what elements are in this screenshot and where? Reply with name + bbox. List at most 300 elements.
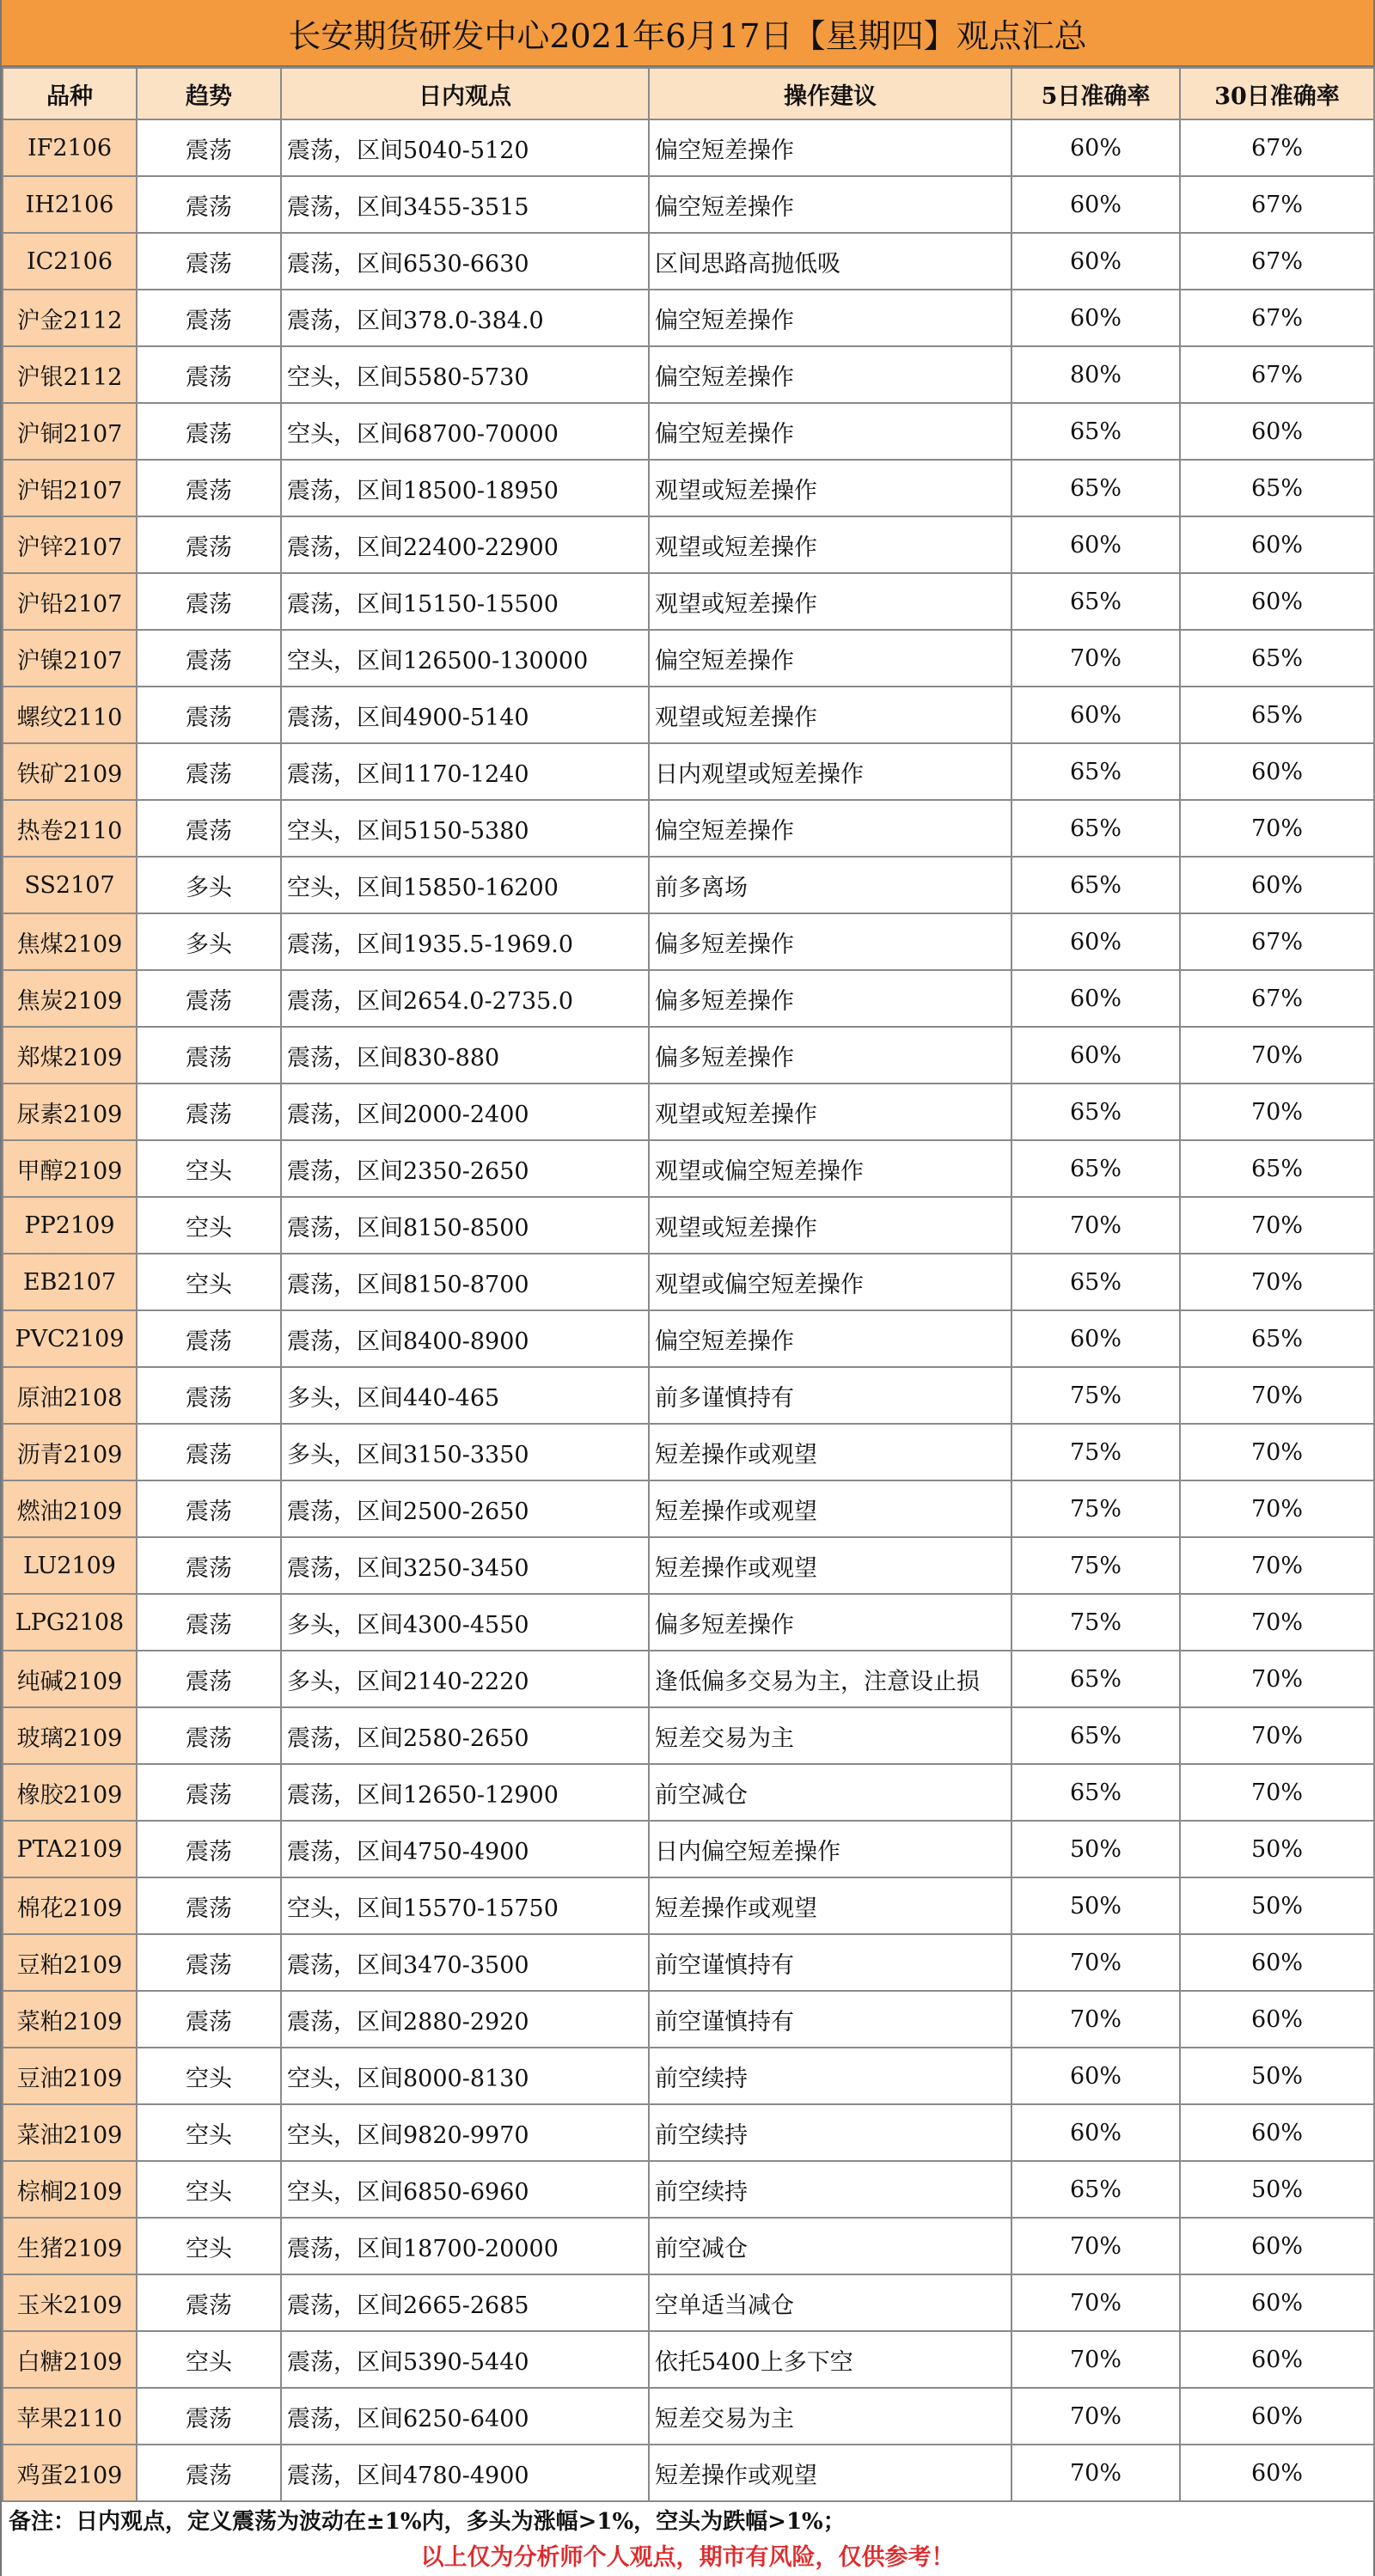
variety-cell: 白糖2109	[3, 2331, 137, 2388]
intraday-view-cell: 震荡，区间2500-2650	[281, 1480, 649, 1537]
trend-cell: 空头	[137, 1197, 281, 1254]
intraday-view-cell: 震荡，区间2880-2920	[281, 1991, 649, 2048]
table-row	[3, 2445, 1374, 2501]
table-row	[3, 1707, 1374, 1764]
variety-cell: IH2106	[3, 176, 137, 233]
variety-cell: 鸡蛋2109	[3, 2445, 137, 2501]
accuracy-30day-cell: 50%	[1180, 1821, 1374, 1877]
variety-cell: 焦煤2109	[3, 913, 137, 970]
trend-cell: 震荡	[137, 403, 281, 460]
trend-cell: 震荡	[137, 573, 281, 630]
table-row	[3, 1254, 1374, 1310]
advice-cell: 依托5400上多下空	[649, 2331, 1011, 2388]
accuracy-30day-cell: 60%	[1180, 1934, 1374, 1991]
trend-cell: 空头	[137, 1254, 281, 1310]
accuracy-5day-cell: 65%	[1011, 857, 1180, 913]
trend-cell: 多头	[137, 913, 281, 970]
variety-cell: 铁矿2109	[3, 743, 137, 800]
accuracy-30day-cell: 70%	[1180, 1707, 1374, 1764]
variety-cell: 沪铜2107	[3, 403, 137, 460]
table-row	[3, 630, 1374, 687]
accuracy-5day-cell: 70%	[1011, 1934, 1180, 1991]
advice-cell: 观望或短差操作	[649, 1084, 1011, 1140]
advice-cell: 前空减仓	[649, 2218, 1011, 2274]
intraday-view-cell: 震荡，区间2580-2650	[281, 1707, 649, 1764]
header-advice: 操作建议	[649, 68, 1011, 119]
accuracy-30day-cell: 67%	[1180, 290, 1374, 346]
table-row	[3, 233, 1374, 290]
trend-cell: 震荡	[137, 176, 281, 233]
trend-cell: 空头	[137, 2104, 281, 2161]
accuracy-30day-cell: 60%	[1180, 2445, 1374, 2501]
table-row	[3, 403, 1374, 460]
advice-cell: 前空谨慎持有	[649, 1991, 1011, 2048]
accuracy-5day-cell: 70%	[1011, 1991, 1180, 2048]
accuracy-30day-cell: 65%	[1180, 687, 1374, 743]
trend-cell: 震荡	[137, 516, 281, 573]
advice-cell: 日内偏空短差操作	[649, 1821, 1011, 1877]
accuracy-30day-cell: 70%	[1180, 1254, 1374, 1310]
intraday-view-cell: 空头，区间15570-15750	[281, 1877, 649, 1934]
accuracy-5day-cell: 70%	[1011, 1197, 1180, 1254]
accuracy-5day-cell: 75%	[1011, 1480, 1180, 1537]
advice-cell: 偏空短差操作	[649, 346, 1011, 403]
accuracy-5day-cell: 60%	[1011, 1027, 1180, 1084]
page-title: 长安期货研发中心2021年6月17日【星期四】观点汇总	[2, 0, 1373, 67]
accuracy-30day-cell: 60%	[1180, 573, 1374, 630]
intraday-view-cell: 震荡，区间8150-8500	[281, 1197, 649, 1254]
table-row	[3, 1821, 1374, 1877]
accuracy-30day-cell: 70%	[1180, 1197, 1374, 1254]
trend-cell: 震荡	[137, 1651, 281, 1707]
intraday-view-cell: 震荡，区间2350-2650	[281, 1140, 649, 1197]
variety-cell: LPG2108	[3, 1594, 137, 1651]
variety-cell: 沪金2112	[3, 290, 137, 346]
table-row	[3, 2331, 1374, 2388]
intraday-view-cell: 空头，区间5150-5380	[281, 800, 649, 857]
variety-cell: 棉花2109	[3, 1877, 137, 1934]
trend-cell: 震荡	[137, 630, 281, 687]
views-table	[2, 67, 1375, 2502]
variety-cell: 热卷2110	[3, 800, 137, 857]
trend-cell: 震荡	[137, 346, 281, 403]
advice-cell: 前多离场	[649, 857, 1011, 913]
accuracy-5day-cell: 70%	[1011, 2445, 1180, 2501]
intraday-view-cell: 多头，区间4300-4550	[281, 1594, 649, 1651]
accuracy-30day-cell: 65%	[1180, 630, 1374, 687]
accuracy-30day-cell: 67%	[1180, 346, 1374, 403]
trend-cell: 震荡	[137, 1084, 281, 1140]
intraday-view-cell: 空头，区间6850-6960	[281, 2161, 649, 2218]
advice-cell: 偏多短差操作	[649, 970, 1011, 1027]
variety-cell: 玻璃2109	[3, 1707, 137, 1764]
variety-cell: 沪锌2107	[3, 516, 137, 573]
variety-cell: 菜粕2109	[3, 1991, 137, 2048]
trend-cell: 多头	[137, 857, 281, 913]
trend-cell: 空头	[137, 1140, 281, 1197]
accuracy-5day-cell: 70%	[1011, 2331, 1180, 2388]
intraday-view-cell: 震荡，区间6530-6630	[281, 233, 649, 290]
variety-cell: 焦炭2109	[3, 970, 137, 1027]
accuracy-5day-cell: 70%	[1011, 2388, 1180, 2445]
accuracy-30day-cell: 70%	[1180, 1480, 1374, 1537]
trend-cell: 震荡	[137, 1424, 281, 1480]
variety-cell: 玉米2109	[3, 2274, 137, 2331]
table-row	[3, 1140, 1374, 1197]
accuracy-5day-cell: 75%	[1011, 1424, 1180, 1480]
table-row	[3, 460, 1374, 516]
advice-cell: 前空续持	[649, 2161, 1011, 2218]
accuracy-30day-cell: 70%	[1180, 1027, 1374, 1084]
variety-cell: 棕榈2109	[3, 2161, 137, 2218]
intraday-view-cell: 空头，区间5580-5730	[281, 346, 649, 403]
variety-cell: 沪铝2107	[3, 460, 137, 516]
trend-cell: 震荡	[137, 1537, 281, 1594]
trend-cell: 震荡	[137, 119, 281, 176]
advice-cell: 观望或短差操作	[649, 460, 1011, 516]
advice-cell: 观望或偏空短差操作	[649, 1254, 1011, 1310]
advice-cell: 观望或短差操作	[649, 516, 1011, 573]
table-row	[3, 1424, 1374, 1480]
variety-cell: 橡胶2109	[3, 1764, 137, 1821]
intraday-view-cell: 震荡，区间1935.5-1969.0	[281, 913, 649, 970]
intraday-view-cell: 震荡，区间6250-6400	[281, 2388, 649, 2445]
accuracy-5day-cell: 60%	[1011, 119, 1180, 176]
accuracy-5day-cell: 60%	[1011, 913, 1180, 970]
accuracy-30day-cell: 60%	[1180, 1991, 1374, 2048]
variety-cell: 原油2108	[3, 1367, 137, 1424]
variety-cell: 沪银2112	[3, 346, 137, 403]
table-row	[3, 970, 1374, 1027]
trend-cell: 空头	[137, 2331, 281, 2388]
table-row	[3, 1991, 1374, 2048]
intraday-view-cell: 震荡，区间2000-2400	[281, 1084, 649, 1140]
advice-cell: 短差交易为主	[649, 2388, 1011, 2445]
advice-cell: 短差操作或观望	[649, 1480, 1011, 1537]
variety-cell: PVC2109	[3, 1310, 137, 1367]
accuracy-5day-cell: 65%	[1011, 1084, 1180, 1140]
trend-cell: 震荡	[137, 1821, 281, 1877]
advice-cell: 前空减仓	[649, 1764, 1011, 1821]
advice-cell: 逢低偏多交易为主，注意设止损	[649, 1651, 1011, 1707]
intraday-view-cell: 震荡，区间830-880	[281, 1027, 649, 1084]
table-row	[3, 743, 1374, 800]
intraday-view-cell: 空头，区间15850-16200	[281, 857, 649, 913]
intraday-view-cell: 多头，区间3150-3350	[281, 1424, 649, 1480]
variety-cell: 燃油2109	[3, 1480, 137, 1537]
accuracy-5day-cell: 75%	[1011, 1594, 1180, 1651]
accuracy-30day-cell: 70%	[1180, 1594, 1374, 1651]
intraday-view-cell: 震荡，区间4750-4900	[281, 1821, 649, 1877]
variety-cell: IC2106	[3, 233, 137, 290]
intraday-view-cell: 多头，区间440-465	[281, 1367, 649, 1424]
variety-cell: 郑煤2109	[3, 1027, 137, 1084]
advice-cell: 观望或短差操作	[649, 573, 1011, 630]
accuracy-30day-cell: 60%	[1180, 516, 1374, 573]
table-row	[3, 2161, 1374, 2218]
trend-cell: 震荡	[137, 1877, 281, 1934]
intraday-view-cell: 震荡，区间15150-15500	[281, 573, 649, 630]
variety-cell: 沪铅2107	[3, 573, 137, 630]
footnote: 备注：日内观点，定义震荡为波动在±1%内，多头为涨幅>1%，空头为跌幅>1%；	[9, 2509, 846, 2535]
table-row	[3, 2388, 1374, 2445]
accuracy-30day-cell: 65%	[1180, 1140, 1374, 1197]
table-row	[3, 119, 1374, 176]
advice-cell: 短差交易为主	[649, 1707, 1011, 1764]
advice-cell: 偏多短差操作	[649, 1594, 1011, 1651]
trend-cell: 震荡	[137, 290, 281, 346]
advice-cell: 偏空短差操作	[649, 176, 1011, 233]
advice-cell: 偏空短差操作	[649, 800, 1011, 857]
intraday-view-cell: 震荡，区间4780-4900	[281, 2445, 649, 2501]
advice-cell: 短差操作或观望	[649, 1877, 1011, 1934]
header-trend: 趋势	[137, 68, 281, 119]
advice-cell: 前空谨慎持有	[649, 1934, 1011, 1991]
table-row	[3, 573, 1374, 630]
accuracy-5day-cell: 65%	[1011, 573, 1180, 630]
accuracy-5day-cell: 65%	[1011, 1651, 1180, 1707]
advice-cell: 偏多短差操作	[649, 913, 1011, 970]
variety-cell: 菜油2109	[3, 2104, 137, 2161]
trend-cell: 震荡	[137, 743, 281, 800]
variety-cell: 沥青2109	[3, 1424, 137, 1480]
accuracy-5day-cell: 60%	[1011, 970, 1180, 1027]
trend-cell: 震荡	[137, 233, 281, 290]
accuracy-5day-cell: 60%	[1011, 687, 1180, 743]
accuracy-5day-cell: 75%	[1011, 1367, 1180, 1424]
trend-cell: 震荡	[137, 1934, 281, 1991]
intraday-view-cell: 空头，区间9820-9970	[281, 2104, 649, 2161]
accuracy-30day-cell: 67%	[1180, 119, 1374, 176]
table-row	[3, 1197, 1374, 1254]
accuracy-5day-cell: 70%	[1011, 630, 1180, 687]
intraday-view-cell: 震荡，区间3455-3515	[281, 176, 649, 233]
accuracy-30day-cell: 70%	[1180, 1084, 1374, 1140]
accuracy-5day-cell: 60%	[1011, 290, 1180, 346]
accuracy-5day-cell: 75%	[1011, 1537, 1180, 1594]
accuracy-30day-cell: 60%	[1180, 2388, 1374, 2445]
intraday-view-cell: 震荡，区间5390-5440	[281, 2331, 649, 2388]
accuracy-5day-cell: 60%	[1011, 1310, 1180, 1367]
accuracy-30day-cell: 60%	[1180, 857, 1374, 913]
advice-cell: 偏空短差操作	[649, 403, 1011, 460]
intraday-view-cell: 震荡，区间18700-20000	[281, 2218, 649, 2274]
risk-disclaimer: 以上仅为分析师个人观点，期市有风险，仅供参考！	[420, 2544, 955, 2571]
table-row	[3, 800, 1374, 857]
accuracy-5day-cell: 65%	[1011, 1140, 1180, 1197]
accuracy-30day-cell: 60%	[1180, 2331, 1374, 2388]
variety-cell: EB2107	[3, 1254, 137, 1310]
accuracy-30day-cell: 70%	[1180, 1651, 1374, 1707]
intraday-view-cell: 空头，区间68700-70000	[281, 403, 649, 460]
accuracy-30day-cell: 70%	[1180, 1764, 1374, 1821]
variety-cell: 纯碱2109	[3, 1651, 137, 1707]
accuracy-5day-cell: 60%	[1011, 176, 1180, 233]
variety-cell: 沪镍2107	[3, 630, 137, 687]
intraday-view-cell: 震荡，区间3250-3450	[281, 1537, 649, 1594]
advice-cell: 观望或短差操作	[649, 1197, 1011, 1254]
accuracy-30day-cell: 70%	[1180, 800, 1374, 857]
accuracy-30day-cell: 60%	[1180, 2104, 1374, 2161]
accuracy-30day-cell: 70%	[1180, 1537, 1374, 1594]
trend-cell: 空头	[137, 2218, 281, 2274]
accuracy-5day-cell: 60%	[1011, 233, 1180, 290]
variety-cell: 尿素2109	[3, 1084, 137, 1140]
accuracy-5day-cell: 65%	[1011, 1254, 1180, 1310]
table-row	[3, 290, 1374, 346]
header-intraday-view: 日内观点	[281, 68, 649, 119]
table-header-row	[3, 68, 1374, 119]
table-row	[3, 1480, 1374, 1537]
advice-cell: 前多谨慎持有	[649, 1367, 1011, 1424]
accuracy-30day-cell: 50%	[1180, 1877, 1374, 1934]
trend-cell: 震荡	[137, 2388, 281, 2445]
accuracy-30day-cell: 67%	[1180, 233, 1374, 290]
accuracy-30day-cell: 65%	[1180, 460, 1374, 516]
intraday-view-cell: 震荡，区间2654.0-2735.0	[281, 970, 649, 1027]
table-row	[3, 1877, 1374, 1934]
table-row	[3, 2048, 1374, 2104]
table-row	[3, 2274, 1374, 2331]
variety-cell: 苹果2110	[3, 2388, 137, 2445]
trend-cell: 震荡	[137, 2445, 281, 2501]
advice-cell: 观望或短差操作	[649, 687, 1011, 743]
header-5day-accuracy: 5日准确率	[1011, 68, 1180, 119]
table-row	[3, 1084, 1374, 1140]
trend-cell: 震荡	[137, 1480, 281, 1537]
advice-cell: 偏空短差操作	[649, 1310, 1011, 1367]
intraday-view-cell: 多头，区间2140-2220	[281, 1651, 649, 1707]
table-row	[3, 1310, 1374, 1367]
intraday-view-cell: 震荡，区间22400-22900	[281, 516, 649, 573]
trend-cell: 空头	[137, 2048, 281, 2104]
accuracy-5day-cell: 65%	[1011, 1764, 1180, 1821]
table-row	[3, 1027, 1374, 1084]
variety-cell: 豆油2109	[3, 2048, 137, 2104]
variety-cell: 豆粕2109	[3, 1934, 137, 1991]
variety-cell: SS2107	[3, 857, 137, 913]
accuracy-5day-cell: 70%	[1011, 2274, 1180, 2331]
advice-cell: 偏空短差操作	[649, 630, 1011, 687]
advice-cell: 观望或偏空短差操作	[649, 1140, 1011, 1197]
advice-cell: 偏空短差操作	[649, 290, 1011, 346]
table-row	[3, 1934, 1374, 1991]
accuracy-5day-cell: 65%	[1011, 800, 1180, 857]
advice-cell: 前空续持	[649, 2048, 1011, 2104]
intraday-view-cell: 震荡，区间12650-12900	[281, 1764, 649, 1821]
trend-cell: 空头	[137, 2161, 281, 2218]
header-30day-accuracy: 30日准确率	[1180, 68, 1374, 119]
accuracy-5day-cell: 65%	[1011, 743, 1180, 800]
trend-cell: 震荡	[137, 1707, 281, 1764]
trend-cell: 震荡	[137, 460, 281, 516]
accuracy-30day-cell: 67%	[1180, 176, 1374, 233]
accuracy-30day-cell: 65%	[1180, 1310, 1374, 1367]
intraday-view-cell: 震荡，区间3470-3500	[281, 1934, 649, 1991]
intraday-view-cell: 空头，区间126500-130000	[281, 630, 649, 687]
intraday-view-cell: 震荡，区间8400-8900	[281, 1310, 649, 1367]
footer-notes	[2, 2502, 1373, 2576]
table-row	[3, 687, 1374, 743]
accuracy-5day-cell: 60%	[1011, 2104, 1180, 2161]
accuracy-5day-cell: 65%	[1011, 1707, 1180, 1764]
advice-cell: 日内观望或短差操作	[649, 743, 1011, 800]
intraday-view-cell: 震荡，区间8150-8700	[281, 1254, 649, 1310]
accuracy-5day-cell: 70%	[1011, 2218, 1180, 2274]
table-body	[3, 119, 1374, 2501]
variety-cell: 螺纹2110	[3, 687, 137, 743]
trend-cell: 震荡	[137, 1310, 281, 1367]
trend-cell: 震荡	[137, 2274, 281, 2331]
advice-cell: 短差操作或观望	[649, 1424, 1011, 1480]
trend-cell: 震荡	[137, 970, 281, 1027]
trend-cell: 震荡	[137, 800, 281, 857]
intraday-view-cell: 震荡，区间378.0-384.0	[281, 290, 649, 346]
intraday-view-cell: 震荡，区间4900-5140	[281, 687, 649, 743]
accuracy-5day-cell: 65%	[1011, 403, 1180, 460]
accuracy-5day-cell: 60%	[1011, 516, 1180, 573]
accuracy-30day-cell: 60%	[1180, 403, 1374, 460]
table-row	[3, 1651, 1374, 1707]
advice-cell: 空单适当减仓	[649, 2274, 1011, 2331]
table-row	[3, 1764, 1374, 1821]
table-row	[3, 1537, 1374, 1594]
accuracy-30day-cell: 50%	[1180, 2161, 1374, 2218]
table-row	[3, 346, 1374, 403]
advice-cell: 区间思路高抛低吸	[649, 233, 1011, 290]
table-row	[3, 516, 1374, 573]
intraday-view-cell: 震荡，区间1170-1240	[281, 743, 649, 800]
table-row	[3, 1367, 1374, 1424]
intraday-view-cell: 震荡，区间18500-18950	[281, 460, 649, 516]
intraday-view-cell: 空头，区间8000-8130	[281, 2048, 649, 2104]
variety-cell: LU2109	[3, 1537, 137, 1594]
accuracy-30day-cell: 60%	[1180, 2218, 1374, 2274]
accuracy-5day-cell: 80%	[1011, 346, 1180, 403]
variety-cell: PTA2109	[3, 1821, 137, 1877]
accuracy-30day-cell: 67%	[1180, 970, 1374, 1027]
accuracy-30day-cell: 67%	[1180, 913, 1374, 970]
accuracy-5day-cell: 50%	[1011, 1877, 1180, 1934]
trend-cell: 震荡	[137, 687, 281, 743]
table-row	[3, 2218, 1374, 2274]
advice-cell: 短差操作或观望	[649, 1537, 1011, 1594]
accuracy-30day-cell: 70%	[1180, 1424, 1374, 1480]
intraday-view-cell: 震荡，区间2665-2685	[281, 2274, 649, 2331]
advice-cell: 前空续持	[649, 2104, 1011, 2161]
trend-cell: 震荡	[137, 1764, 281, 1821]
trend-cell: 震荡	[137, 1991, 281, 2048]
advice-cell: 偏空短差操作	[649, 119, 1011, 176]
accuracy-30day-cell: 60%	[1180, 743, 1374, 800]
accuracy-30day-cell: 50%	[1180, 2048, 1374, 2104]
accuracy-5day-cell: 65%	[1011, 2161, 1180, 2218]
table-row	[3, 857, 1374, 913]
accuracy-5day-cell: 50%	[1011, 1821, 1180, 1877]
header-variety: 品种	[3, 68, 137, 119]
variety-cell: PP2109	[3, 1197, 137, 1254]
table-row	[3, 2104, 1374, 2161]
trend-cell: 震荡	[137, 1027, 281, 1084]
accuracy-30day-cell: 60%	[1180, 2274, 1374, 2331]
accuracy-5day-cell: 60%	[1011, 2048, 1180, 2104]
advice-cell: 短差操作或观望	[649, 2445, 1011, 2501]
variety-cell: 生猪2109	[3, 2218, 137, 2274]
accuracy-30day-cell: 70%	[1180, 1367, 1374, 1424]
intraday-view-cell: 震荡，区间5040-5120	[281, 119, 649, 176]
variety-cell: 甲醇2109	[3, 1140, 137, 1197]
advice-cell: 偏多短差操作	[649, 1027, 1011, 1084]
